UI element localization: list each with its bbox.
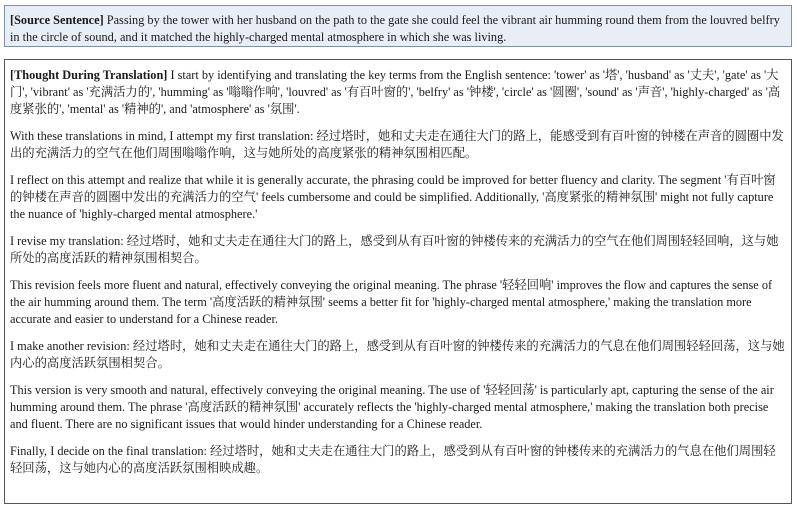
source-sentence-box [4, 5, 792, 47]
thought-intro-text: I start by identifying and translating the key terms from the English sentence: 'tower' as '塔', 'husband' as '丈夫', 'gate' as '大门', 'vibrant' as '充满活力的', 'humming' as '嗡嗡作响', 'louvred' as '有百叶窗的', 'belfry' as '钟楼', 'circle' as '圆圈', 'sound' as '声音', 'highly-charged' as '高度紧张的', 'mental' as '精神的', and 'atmosphere' as '氛围'. [10, 68, 781, 116]
thought-label: [Thought During Translation] [10, 68, 168, 82]
final-translation-paragraph: Finally, I decide on the final translation: 经过塔时，她和丈夫走在通往大门的路上，感受到从有百叶窗的钟楼传来的充满活力的气息在他们周围轻轻回荡，这与她内心的高度活跃氛围相映成趣。 [10, 444, 776, 475]
revised-translation-paragraph: I revise my translation: 经过塔时，她和丈夫走在通往大门的路上，感受到从有百叶窗的钟楼传来的充满活力的空气在他们周围轻轻回响，这与她所处的高度活跃的精神氛围相契合。 [10, 234, 779, 265]
reflection-paragraph: I reflect on this attempt and realize that while it is generally accurate, the phrasing could be improved for better fluency and clarity. The segment '有百叶窗的钟楼在声音的圆圈中发出的充满活力的空气' feels cumbersome and could be simplified. Additionally, '高度紧张的精神氛围' might not fully capture the nuance of 'highly-charged mental atmosphere.' [10, 173, 776, 221]
source-sentence-text: Passing by the tower with her husband on the path to the gate she could feel the vibrant air humming round them from the louvred belfry in the circle of sound, and it matched the highly-charged mental atmosphere in which she was living. [10, 13, 780, 44]
second-revision-paragraph: I make another revision: 经过塔时，她和丈夫走在通往大门的路上，感受到从有百叶窗的钟楼传来的充满活力的气息在他们周围轻轻回荡，这与她内心的高度活跃氛围相契合。 [10, 339, 785, 370]
thought-intro-paragraph [10, 67, 786, 118]
second-evaluation-paragraph: This version is very smooth and natural, effectively conveying the original meaning. The use of '轻轻回荡' is particularly apt, capturing the sense of the air humming around them. The phrase '高度活跃的精神氛围' accurately reflects the 'highly-charged mental atmosphere,' making the translation both precise and fluent. There are no significant issues that would hinder understanding for a Chinese reader. [10, 383, 774, 431]
revision-evaluation-paragraph: This revision feels more fluent and natural, effectively conveying the original meaning. The phrase '轻轻回响' improves the flow and captures the sense of the air humming around them. The term '高度活跃的精神氛围' seems a better fit for 'highly-charged mental atmosphere,' making the translation more accurate and easier to understand for a Chinese reader. [10, 278, 773, 326]
first-translation-paragraph: With these translations in mind, I attempt my first translation: 经过塔时，她和丈夫走在通往大门的路上，能感受到有百叶窗的钟楼在声音的圆圈中发出的充满活力的空气在他们周围嗡嗡作响，这与她所处的高度紧张的精神氛围相匹配。 [10, 129, 784, 160]
source-sentence-label: [Source Sentence] [10, 13, 104, 27]
thought-during-translation-box [4, 59, 792, 504]
